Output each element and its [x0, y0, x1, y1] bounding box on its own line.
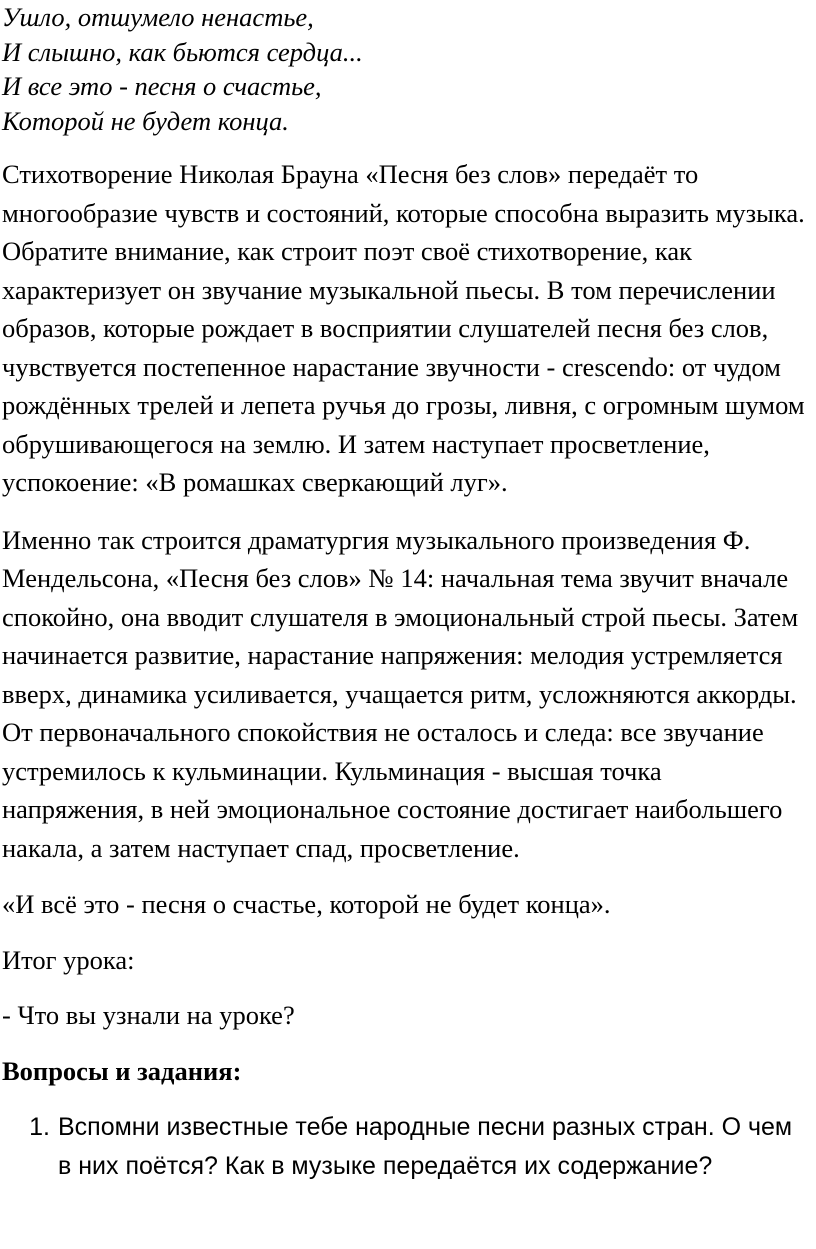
poem-line: Ушло, отшумело ненастье,	[2, 2, 314, 32]
paragraph-poem-description: Стихотворение Николая Брауна «Песня без слов» передаёт то многообразие чувств и состояний, которые способна выразить музыка. Обратите внимание, как строит поэт своё стихотворение, как характеризует он звучание музыкальной пьесы. В том перечислении образов, которые рождает в восприятии слушателей песня без слов, чувствуется постепенное нарастание звучности - crescendo: от чудом рождённых трелей и лепета ручья до грозы, ливня, с огромным шумом обрушивающегося на землю. И затем наступает просветление, успокоение: «В ромашках сверкающий луг».	[2, 159, 805, 497]
questions-heading: Вопросы и задания:	[2, 1055, 242, 1086]
lesson-summary-question: - Что вы узнали на уроке?	[2, 1000, 295, 1030]
questions-list	[2, 1108, 806, 1185]
list-item	[2, 1108, 806, 1185]
paragraph-dramaturgy: Именно так строится драматургия музыкального произведения Ф. Мендельсона, «Песня без слов» № 14: начальная тема звучит вначале спокойно, она вводит слушателя в эмоциональный строй пьесы. Затем начинается развитие, нарастание напряжения: мелодия устремляется вверх, динамика усиливается, учащается ритм, усложняются аккорды. От первоначального спокойствия не осталось и следа: все звучание устремилось к кульминации. Кульминация - высшая точка напряжения, в ней эмоциональное состояние достигает наибольшего накала, а затем наступает спад, просветление.	[2, 524, 799, 863]
lesson-summary-label: Итог урока:	[2, 944, 135, 975]
paragraph-quote: «И всё это - песня о счастье, которой не будет конца».	[2, 889, 611, 919]
poem-line: И все это - песня о счастье,	[2, 71, 322, 101]
list-item-text: Вспомни известные тебе народные песни разных стран. О чем в них поётся? Как в музыке передаётся их содержание?	[58, 1113, 793, 1180]
poem-line: Которой не будет конца.	[2, 105, 289, 136]
poem-line: И слышно, как бьются сердца...	[2, 36, 363, 67]
list-item-number: 1.	[29, 1113, 50, 1141]
poem-block	[2, 0, 806, 138]
